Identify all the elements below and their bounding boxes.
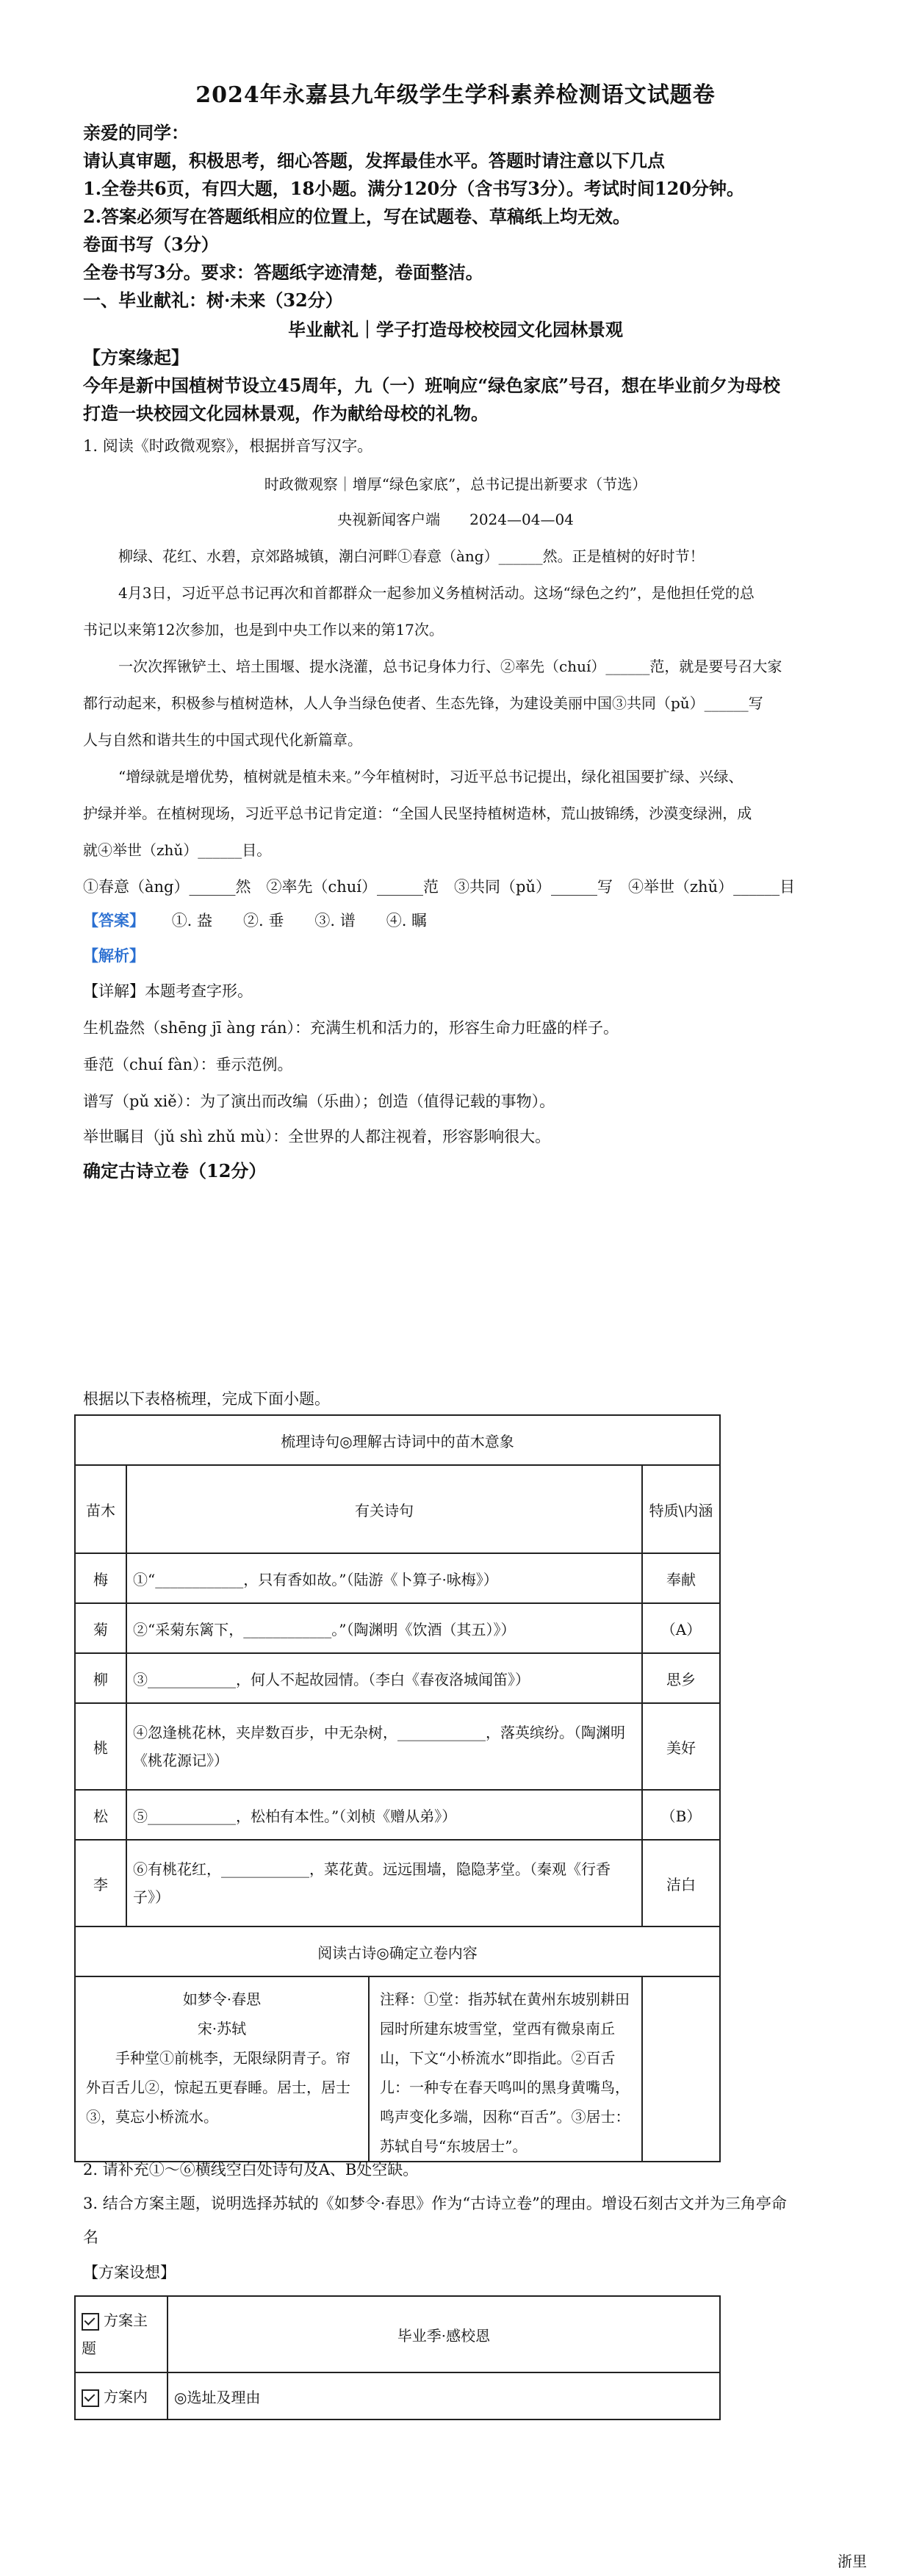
plant-cell: 梅 <box>75 1553 126 1603</box>
explain-3: 谱写（pǔ xiě）：为了演出而改编（乐曲）；创造（值得记载的事物）。 <box>83 1093 555 1110</box>
trait-cell: 思乡 <box>642 1653 720 1703</box>
poem-cell: ⑥有桃花红，____________，菜花黄。远远围墙，隐隐茅堂。（秦观《行香子》） <box>126 1840 642 1926</box>
table-row <box>75 1703 720 1790</box>
checkbox-checked-icon <box>82 2389 99 2407</box>
plan-theme-label-cell <box>75 2296 168 2372</box>
poem-instruction: 根据以下表格梳理，完成下面小题。 <box>83 1390 330 1408</box>
intro-line-4: 卷面书写（3分） <box>83 234 219 255</box>
origin-line-1: 今年是新中国植树节设立45周年，九（一）班响应“绿色家底”号召，想在毕业前夕为母校 <box>83 375 781 396</box>
article-p3: 一次次挥锹铲土、培土围堰、提水浇灌，总书记身体力行、②率先（chuí）______范，就是要号召大家 <box>118 658 782 675</box>
table-row <box>75 1603 720 1653</box>
poem-block <box>76 1977 370 2161</box>
explain-2: 垂范（chuí fàn）：垂示范例。 <box>83 1056 293 1073</box>
article-p3c: 人与自然和谐共生的中国式现代化新篇章。 <box>83 731 362 749</box>
intro-line-5: 全卷书写3分。要求：答题纸字迹清楚，卷面整洁。 <box>83 262 483 283</box>
plan-content-label-cell <box>75 2372 168 2420</box>
page-title: 2024年永嘉县九年级学生学科素养检测语文试题卷 <box>195 82 716 108</box>
article-p4: “增绿就是增优势，植树就是植未来。”今年植树时，习近平总书记提出，绿化祖国要扩绿、兴绿、 <box>118 768 743 785</box>
article-p4b: 护绿并举。在植树现场，习近平总书记肯定道：“全国人民坚持植树造林，荒山披锦绣，沙漠变绿洲，成 <box>83 805 752 822</box>
question-2: 2. 请补充①～⑥横线空白处诗句及A、B处空缺。 <box>83 2161 419 2179</box>
plan-theme-value: 毕业季·感校恩 <box>168 2296 720 2372</box>
plan-table <box>74 2295 721 2420</box>
section-subtitle: 毕业献礼｜学子打造母校校园文化园林景观 <box>288 319 623 340</box>
plant-cell: 松 <box>75 1790 126 1840</box>
header-poem: 有关诗句 <box>126 1465 642 1553</box>
explain-4: 举世瞩目（jǔ shì zhǔ mù）：全世界的人都注视着，形容影响很大。 <box>83 1128 551 1145</box>
section-one-heading: 一、毕业献礼：树·未来（32分） <box>83 289 343 311</box>
article-p3b: 都行动起来，积极参与植树造林，人人争当绿色使者、生态先锋，为建设美丽中国③共同（pǔ）______写 <box>83 694 763 712</box>
blanks-line: ①春意（àng）______然 ②率先（chuí）______范 ③共同（pǔ）______写 ④举世（zhǔ）______目 <box>83 878 796 896</box>
intro-line-3: 2.答案必须写在答题纸相应的位置上，写在试题卷、草稿纸上均无效。 <box>83 206 631 227</box>
article-p2b: 书记以来第12次参加，也是到中央工作以来的第17次。 <box>83 621 444 638</box>
table-row <box>75 1553 720 1603</box>
poem-cell: ④忽逢桃花林，夹岸数百步，中无杂树，____________，落英缤纷。（陶渊明《桃花源记》） <box>126 1703 642 1790</box>
header-trait: 特质\内涵 <box>642 1465 720 1553</box>
origin-label: 【方案缘起】 <box>83 347 189 368</box>
poem-section-title: 确定古诗立卷（12分） <box>83 1160 267 1181</box>
trait-cell: 美好 <box>642 1703 720 1790</box>
plant-cell: 菊 <box>75 1603 126 1653</box>
question-1: 1. 阅读《时政微观察》，根据拼音写汉字。 <box>83 437 373 455</box>
poem-cell: ②“采菊东篱下，____________。”（陶渊明《饮酒（其五）》） <box>126 1603 642 1653</box>
table-caption: 梳理诗句◎理解古诗词中的苗木意象 <box>75 1415 720 1465</box>
analysis-tag: 【解析】 <box>83 946 145 965</box>
greeting: 亲爱的同学： <box>83 122 189 143</box>
imagery-table <box>74 1414 721 2162</box>
table-row <box>75 1653 720 1703</box>
intro-line-2: 1.全卷共6页，有四大题，18小题。满分120分（含书写3分）。考试时间120分钟。 <box>83 178 745 199</box>
poem-author: 宋·苏轼 <box>197 2020 247 2037</box>
answer-values: ①. 盎 ②. 垂 ③. 谱 ④. 瞩 <box>171 912 428 929</box>
table-row <box>75 1840 720 1926</box>
detail-line: 【详解】本题考查字形。 <box>83 982 253 1000</box>
plan-tag: 【方案设想】 <box>83 2264 176 2281</box>
poem-body: 手种堂①前桃李，无限绿阴青子。帘外百舌儿②，惊起五更春睡。居士，居士③，莫忘小桥流水。 <box>86 2049 350 2126</box>
poem-cell-group <box>75 1976 642 2162</box>
explain-1: 生机盎然（shēng jī àng rán）：充满生机和活力的，形容生命力旺盛的样子。 <box>83 1019 619 1037</box>
trait-cell: （A） <box>642 1603 720 1653</box>
plan-content-label: 方案内 <box>104 2388 148 2406</box>
plant-cell: 桃 <box>75 1703 126 1790</box>
poem-title: 如梦令·春思 <box>182 1990 262 2008</box>
table-row <box>75 1790 720 1840</box>
checkbox-checked-icon <box>82 2313 99 2331</box>
plan-theme-label: 方案主题 <box>82 2311 148 2357</box>
article-source: 央视新闻客户端 2024—04—04 <box>337 511 574 528</box>
plant-cell: 柳 <box>75 1653 126 1703</box>
answer-row <box>83 907 845 935</box>
answer-tag: 【答案】 <box>83 911 145 929</box>
intro-line-1: 请认真审题，积极思考，细心答题，发挥最佳水平。答题时请注意以下几点 <box>83 150 665 171</box>
trait-cell: 奉献 <box>642 1553 720 1603</box>
table-section-2: 阅读古诗◎确定立卷内容 <box>75 1926 720 1976</box>
header-plant: 苗木 <box>75 1465 126 1553</box>
poem-notes: 注释：①堂：指苏轼在黄州东坡别耕田园时所建东坡雪堂，堂西有微泉南丘山，下文“小桥流水”即指此。②百舌儿：一种专在春天鸣叫的黑身黄嘴鸟，鸣声变化多端，因称“百舌”。③居士：苏轼自号“东坡居士”。 <box>380 1990 630 2155</box>
plant-cell: 李 <box>75 1840 126 1926</box>
trait-cell: 洁白 <box>642 1840 720 1926</box>
article-p1: 柳绿、花红、水碧，京郊路城镇，潮白河畔①春意（àng）______然。正是植树的好时节！ <box>118 547 705 565</box>
corner-mark: 浙里 <box>838 2552 867 2570</box>
article-p4c: 就④举世（zhǔ）______目。 <box>83 841 272 859</box>
origin-line-2: 打造一块校园文化园林景观，作为献给母校的礼物。 <box>83 403 489 424</box>
poem-cell: ①“____________，只有香如故。”（陆游《卜算子·咏梅》） <box>126 1553 642 1603</box>
article-p2: 4月3日，习近平总书记再次和首都群众一起参加义务植树活动。这场“绿色之约”，是他担任党的总 <box>118 584 755 602</box>
question-3: 3. 结合方案主题，说明选择苏轼的《如梦令·春思》作为“古诗立卷”的理由。增设石刻古文并为三角亭命 <box>83 2195 787 2212</box>
plan-content-value: ◎选址及理由 <box>168 2372 720 2420</box>
empty-cell <box>642 1976 720 2162</box>
poem-cell: ③____________，何人不起故园情。（李白《春夜洛城闻笛》） <box>126 1653 642 1703</box>
poem-cell: ⑤____________，松柏有本性。”（刘桢《赠从弟》） <box>126 1790 642 1840</box>
trait-cell: （B） <box>642 1790 720 1840</box>
question-3-cont: 名 <box>83 2228 98 2246</box>
article-headline: 时政微观察｜增厚“绿色家底”，总书记提出新要求（节选） <box>264 475 647 493</box>
